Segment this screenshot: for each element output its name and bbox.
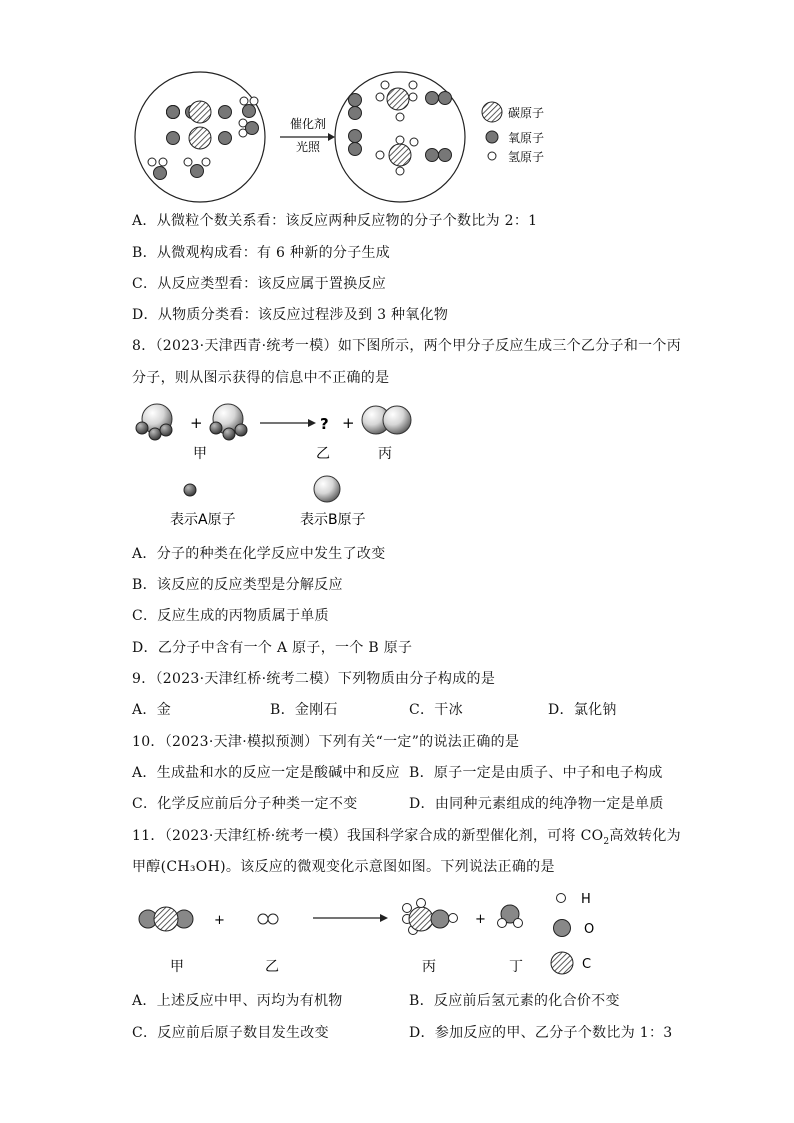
bing-label: 丙 — [422, 959, 436, 975]
svg-text:H: H — [581, 892, 591, 907]
h2-molecule — [258, 914, 278, 924]
methane-molecule — [376, 136, 418, 175]
q7-option-b[interactable]: B．从微观构成看：有 6 种新的分子生成 — [132, 245, 391, 261]
q7-option-d[interactable]: D．从物质分类看：该反应过程涉及到 3 种氧化物 — [132, 307, 449, 323]
jia-label: 甲 — [193, 446, 207, 462]
oxygen-molecule — [426, 149, 452, 162]
oxygen-molecule — [349, 130, 362, 156]
methane-molecule — [376, 81, 417, 121]
svg-text:C: C — [582, 957, 592, 972]
o-legend-icon — [554, 920, 571, 937]
svg-text:O: O — [584, 922, 595, 937]
bing-label: 丙 — [378, 446, 392, 462]
catalyst-label: 催化剂 — [289, 117, 327, 131]
q7-reaction-diagram — [130, 70, 560, 205]
bing-molecule — [362, 406, 411, 434]
co2-molecule-2 — [167, 127, 232, 149]
q8-stem-line2: 分子，则从图示获得的信息中不正确的是 — [132, 370, 390, 386]
q10-option-b[interactable]: B．原子一定是由质子、中子和电子构成 — [409, 765, 663, 781]
q8-stem-line1: 8．（2023·天津西青·统考一模）如下图所示，两个甲分子反应生成三个乙分子和一个丙 — [132, 338, 682, 354]
atom-a-legend-label: 表示A原子 — [170, 512, 236, 528]
unknown-molecule: ? — [320, 415, 329, 433]
q8-option-d[interactable]: D．乙分子中含有一个 A 原子，一个 B 原子 — [132, 640, 413, 656]
q11-option-d[interactable]: D．参加反应的甲、乙分子个数比为 1：3 — [409, 1025, 673, 1041]
q11-stem-line1: 11．（2023·天津红桥·统考一模）我国科学家合成的新型催化剂，可将 $CO_2$高效转化为 — [132, 828, 681, 847]
q10-stem: 10．（2023·天津·模拟预测）下列有关“一定”的说法正确的是 — [132, 734, 520, 750]
q11-option-b[interactable]: B．反应前后氢元素的化合价不变 — [409, 993, 620, 1009]
hydrogen-legend-icon — [488, 152, 496, 160]
yi-label: 乙 — [316, 446, 330, 462]
jia-molecule — [136, 404, 172, 440]
svg-text:氧原子: 氧原子 — [508, 131, 545, 145]
atom-a-legend-icon — [184, 484, 196, 496]
q9-option-c[interactable]: C．干冰 — [409, 702, 463, 718]
water-molecule — [498, 905, 523, 928]
yi-label: 乙 — [265, 959, 279, 975]
q10-option-a[interactable]: A．生成盐和水的反应一定是酸碱中和反应 — [132, 765, 400, 781]
q7-option-c[interactable]: C．从反应类型看：该反应属于置换反应 — [132, 276, 387, 292]
q11-stem-line2: 甲醇(CH₃OH)。该反应的微观变化示意图如图。下列说法正确的是 — [132, 859, 555, 875]
carbon-legend-icon — [482, 102, 502, 122]
svg-text:+: + — [214, 913, 225, 928]
svg-text:氢原子: 氢原子 — [508, 150, 545, 164]
svg-text:+: + — [475, 912, 486, 927]
q8-option-a[interactable]: A．分子的种类在化学反应中发生了改变 — [132, 546, 386, 562]
atom-b-legend-label: 表示B原子 — [300, 512, 366, 528]
q10-option-d[interactable]: D．由同种元素组成的纯净物一定是单质 — [409, 796, 664, 812]
q11-option-c[interactable]: C．反应前后原子数目发生改变 — [132, 1025, 329, 1041]
q9-option-d[interactable]: D．氯化钠 — [548, 702, 617, 718]
water-molecule — [184, 158, 210, 178]
q8-option-b[interactable]: B．该反应的反应类型是分解反应 — [132, 577, 343, 593]
svg-text:+: + — [342, 414, 355, 432]
co2-molecule — [139, 907, 193, 931]
q8-option-c[interactable]: C．反应生成的丙物质属于单质 — [132, 608, 329, 624]
atom-b-legend-icon — [314, 476, 340, 502]
water-molecule — [240, 97, 258, 118]
q8-reaction-diagram — [130, 398, 430, 533]
water-molecule — [239, 119, 259, 137]
svg-text:碳原子: 碳原子 — [508, 106, 545, 120]
q9-option-a[interactable]: A．金 — [132, 702, 172, 718]
methanol-molecule — [403, 899, 458, 935]
jia-molecule — [210, 404, 247, 440]
oxygen-molecule — [426, 92, 452, 105]
c-legend-icon — [551, 952, 573, 974]
jia-label: 甲 — [170, 959, 184, 975]
q11-reaction-diagram — [130, 886, 610, 981]
ding-label: 丁 — [509, 959, 523, 975]
q10-option-c[interactable]: C．化学反应前后分子种类一定不变 — [132, 796, 358, 812]
light-label: 光照 — [295, 140, 321, 154]
svg-text:+: + — [190, 414, 203, 432]
oxygen-legend-icon — [486, 131, 498, 143]
q7-option-a[interactable]: A．从微粒个数关系看：该反应两种反应物的分子个数比为 2：1 — [132, 213, 538, 229]
q9-option-b[interactable]: B．金刚石 — [270, 702, 338, 718]
q9-stem: 9．（2023·天津红桥·统考二模）下列物质由分子构成的是 — [132, 671, 496, 687]
h-legend-icon — [557, 894, 566, 903]
oxygen-molecule — [349, 94, 362, 120]
q11-option-a[interactable]: A．上述反应中甲、丙均为有机物 — [132, 993, 343, 1009]
water-molecule — [148, 158, 167, 180]
